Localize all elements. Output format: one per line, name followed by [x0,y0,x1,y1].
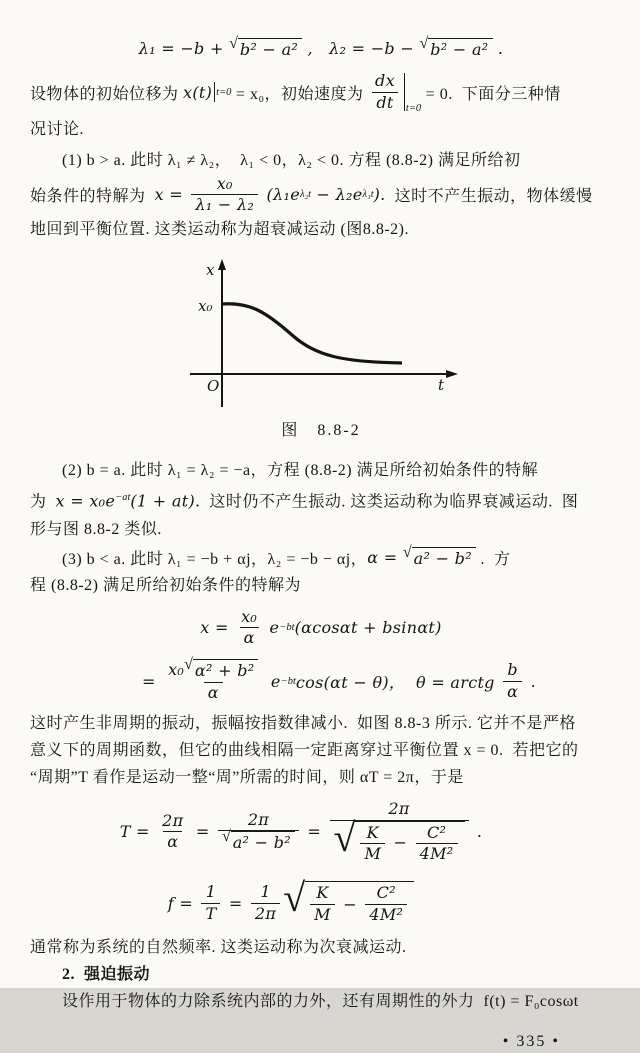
eqf-4M2: 4M² [369,904,404,924]
closing-line-2: 设作用于物体的力除系统内部的力外，还有周期性的外力 f(t) = F₀cosωt [62,992,579,1010]
intro-text-2: = x₀，初始速度为 [231,85,369,103]
eqx-e1: e [264,618,280,638]
eqT-frac-2 [218,810,299,855]
equation-x-line-2 [66,656,612,704]
radicand-1: b² − a² [239,40,299,59]
para1-fraction [191,174,258,217]
para1-eq-mid: − λ₂e [311,185,363,205]
para1-eq-lhs: x = [154,185,189,205]
figure-8-8-2 [30,257,612,443]
eqT-M: M [364,844,382,864]
eqx-frac-1 [237,607,261,650]
eqT-frac1-den: α [167,832,179,852]
eqf-minus: − [337,894,363,914]
eqf-frac1-den: T [205,903,217,923]
eqx-frac1-num: x₀ [241,606,258,626]
eqx-end: . [525,671,537,691]
para1-line-2 [30,174,612,217]
para3-radicand: a² − b² [413,548,472,568]
eq-lambda-mid: , λ₂ = −b − [302,39,420,58]
eqf-frac2-num: 1 [260,882,271,902]
figure-caption: 图 8.8-2 [281,422,361,440]
eqf-frac-1 [201,882,220,925]
eqf-radical [283,875,414,926]
eqf-eq1: = [223,893,248,913]
eqf-K: K [316,883,329,903]
radical-sign-icon: √ [402,543,412,561]
eqf-M: M [314,904,331,924]
evaluation-bar [404,73,405,111]
eqT-radical-2 [333,814,465,866]
eqT-eq2: = [302,822,327,842]
eqf-frac-KM [310,883,335,926]
intro-line-1 [30,71,612,114]
para1-eq-open: (λ₁e [261,185,300,205]
para1-eq-close: ). [373,185,386,205]
eqT-radicand-1: a² − b² [232,833,292,853]
radical-sign-icon: √ [283,875,306,921]
para2-eq-1: x = x₀e [55,491,116,511]
eqx-eq2: = [141,671,162,691]
para1-frac-num: x₀ [216,173,233,193]
eqx-lhs: x = [200,618,235,638]
t-axis-label: t [438,376,445,395]
equation-x-line-1 [30,607,612,650]
para2-line-1: (2) b = a. 此时 λ₁ = λ₂ = −a，方程 (8.8-2) 满足所给初始条件的特解 [62,462,539,480]
para2-line-2 [30,484,612,515]
eqx-radicand: α² + b² [194,661,255,681]
para1-exponent-2: λ₁t [362,189,374,201]
eqf-frac-2 [251,882,280,925]
radical-sign-icon: √ [419,35,429,52]
equation-lambda [30,35,612,59]
eqx-frac2-den: α [207,682,219,702]
dxdt-den: dt [376,92,394,112]
y-axis-label: x [206,261,215,280]
dxdt-num: dx [375,71,395,90]
para3-text-pre: (3) b < a. 此时 λ₁ = −b + αj，λ₂ = −b − αj， [62,550,368,568]
eval-subscript-2: t=0 [405,102,422,114]
para3-alpha-eq: α = [367,547,403,567]
para1-text-post: 这时不产生振动，物体缓慢 [385,188,593,206]
radical-sign-icon: √ [221,828,231,846]
eq-lambda-end: . [492,39,504,58]
eqf-frac2-den: 2π [254,903,277,923]
intro-math-1: x(t) [183,82,213,102]
y-axis-arrow-icon [218,259,226,270]
eqf-lhs: f = [167,893,199,913]
para3-radical [402,543,476,568]
radical-1 [229,35,302,59]
eqf-C2: C² [376,883,396,903]
para2-text-post: 这时仍不产生振动. 这类运动称为临界衰减运动. 图 [200,493,579,511]
para4-line-3: “周期”T 看作是运动一整“周”所需的时间，则 αT = 2π，于是 [30,768,464,786]
para4-line-2: 意义下的周期函数，但它的曲线相隔一定距离穿过平衡位置 x = 0. 若把它的 [30,741,579,759]
para3-text-post: . 方 [475,550,511,568]
origin-label: O [207,377,220,396]
closing-line-1: 通常称为系统的自然频率. 这类运动称为次衰减运动. [30,938,407,956]
eqf-frac-C [365,883,407,926]
para3-line-1 [30,543,612,572]
radicand-2: b² − a² [430,40,489,59]
dxdt-fraction [371,71,399,114]
eqf-frac1-num: 1 [205,882,217,902]
para3-line-2: 程 (8.8-2) 满足所给初始条件的特解为 [30,576,301,594]
eqT-end: . [471,822,483,842]
t-axis-arrow-icon [446,370,458,378]
eval-subscript-1: t=0 [216,86,232,98]
eqT-frac-1 [158,811,187,854]
eqx-exponent-1: −bt [279,622,295,634]
page-number: • 335 • [502,1032,560,1050]
para2-text-pre: 为 [30,493,56,511]
radical-sign-icon: √ [184,656,193,674]
decay-curve [222,304,402,363]
eqx-radical [184,656,258,682]
eqT-frac-KM [360,823,385,866]
eqx-rhs-1: (αcosαt + bsinαt) [294,618,442,638]
para1-text-pre: 始条件的特解为 [30,188,155,206]
section-heading-forced-vibration: 2. 强迫振动 [62,965,151,983]
para2-eq-2: (1 + at). [130,491,201,511]
eq-lambda-pre: λ₁ = −b + [138,39,230,58]
equation-f [30,875,552,926]
eqx-frac1-den: α [243,628,255,648]
para2-line-3: 形与图 8.8-2 类似. [30,520,162,538]
eqx-e2: e [265,671,281,691]
eqT-frac2-num: 2π [247,809,270,829]
eqx-frac2-num-pre: x₀ [168,660,185,680]
x0-label: x₀ [198,297,213,316]
para2-exponent: −at [115,492,131,504]
eqx-frac3-den: α [507,681,519,701]
radical-sign-icon: √ [333,814,356,860]
intro-text-1: 设物体的初始位移为 [30,85,184,103]
eqT-frac1-num: 2π [162,810,184,830]
eqT-frac3-num: 2π [388,798,410,818]
overdamped-motion-graph [150,257,490,415]
eqx-frac-3 [503,660,522,703]
eqT-frac-C [416,823,458,866]
eqT-minus: − [388,833,413,853]
evaluation-bar [214,82,215,102]
eqx-exponent-2: −bt [280,675,296,687]
eqT-K: K [366,822,379,842]
eqT-4M2: 4M² [419,844,454,864]
equation-T [30,799,572,865]
eqT-C2: C² [426,822,447,842]
intro-text-3: = 0. 下面分三种情 [421,85,561,103]
eqT-frac-3 [330,799,469,865]
para4-line-1: 这时产生非周期的振动，振幅按指数律减小. 如图 8.8-3 所示. 它并不是严格 [30,714,576,732]
eqT-eq1: = [190,822,215,842]
eqT-lhs: T = [119,822,156,842]
intro-line-2: 况讨论. [30,120,85,138]
para1-line-1: (1) b > a. 此时 λ₁ ≠ λ₂， λ₁ < 0，λ₂ < 0. 方程 (8.8-2) 满足所给初 [62,151,521,169]
para1-exponent-1: λ₂t [299,189,312,201]
eqx-frac3-num: b [507,660,518,680]
eqx-frac-2 [164,656,262,704]
para1-frac-den: λ₁ − λ₂ [195,195,255,215]
radical-2 [419,35,492,59]
eqT-radical-1 [221,828,295,854]
eqx-rhs-2: cos(αt − θ)， θ = arctg [295,672,501,692]
para1-line-3: 地回到平衡位置. 这类运动称为超衰减运动 (图8.8-2). [30,221,409,239]
radical-sign-icon: √ [229,35,238,52]
